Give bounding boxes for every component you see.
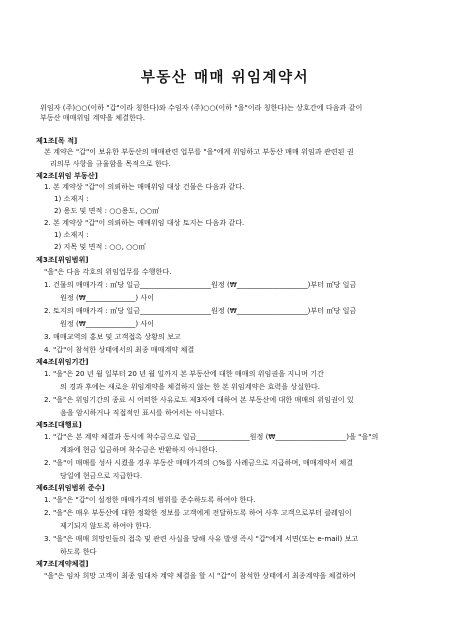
text-line: 계좌에 현금 입금하며 착수금은 반환하지 아니한다. — [60, 445, 218, 454]
text-line: 하도록 한다 — [60, 547, 97, 556]
text-line: 2. 토지의 매매가격 : ㎡당 일금____________________원정 (₩____________________)부터 ㎡당 일금 — [44, 306, 357, 315]
text-line: 2. "을"이 매매를 성사 시켰을 경우 부동산 매매가격의 ○%를 사례금으로 지급하며, 매매계약서 체결 — [44, 458, 354, 467]
text-line: 1. "갑"은 본 계약 체결과 동시에 착수금으로 일금_______________원정 (₩____________________)을 "을"의 — [44, 432, 379, 441]
section-heading: 제4조[위임기간] — [36, 357, 89, 366]
text-line: 3. 매매교역의 홍보 및 고객접촉 상황의 보고 — [44, 332, 181, 341]
text-line: 2. "을"은 매우 부동산에 대한 정확한 정보를 고객에게 전달하도록 하여 사후 고객으로부터 클레임이 — [44, 508, 352, 517]
text-line: "을"은 다음 각호의 위임업무를 수행한다. — [44, 267, 172, 276]
text-line: 부동산 매매위임 계약을 체결한다. — [40, 113, 145, 122]
text-line: 2) 용도 및 면적 : ○○용도, ○○㎡ — [54, 206, 160, 215]
text-line: 리의무 사항을 규율함을 목적으로 한다. — [50, 159, 171, 168]
text-line: 1. 본 계약상 "갑"이 의뢰하는 매매위임 대상 건물은 다음과 같다. — [44, 182, 245, 191]
text-line: 음을 암시하거나 직접적인 표시를 하여서는 아니된다. — [60, 408, 225, 417]
section-heading: 제3조[위임범위] — [36, 255, 89, 264]
section-heading: 제6조[위임범위 준수] — [36, 483, 105, 492]
text-line: 1) 소재지 : — [54, 194, 89, 203]
section-heading: 제2조[위임 부동산] — [36, 171, 98, 180]
text-line: 원정 (₩______________) 사이 — [60, 319, 155, 328]
section-heading: 제7조[계약체결] — [36, 559, 89, 568]
text-line: 1) 소재지 : — [54, 230, 89, 239]
text-line: 본 계약은 "갑"이 보유한 부동산의 매매관련 업무를 "을"에게 위임하고 부동산 매매 위임과 관련된 권 — [44, 147, 354, 156]
text-line: 1. "을"은 "갑"이 설정한 매매가격의 범위를 준수하도록 하여야 한다. — [44, 495, 256, 504]
text-line: 1. 건물의 매매가격 : ㎡당 일금____________________원정 (₩____________________)부터 ㎡당 일금 — [44, 280, 357, 289]
text-line: 1. "을"은 20 년 월 일부터 20 년 월 일까지 본 부동산에 대한 매매의 위임권을 지니며 기간 — [44, 369, 324, 378]
text-line: 위임자 (주)○○(이하 "갑"이라 칭한다)와 수임자 (주)○○(이하 "을"이라 칭한다)는 상호간에 다음과 같이 — [40, 103, 363, 112]
text-line: 2) 지목 및 면적 : ○○, ○○㎡ — [54, 242, 146, 251]
text-line: 당일에 현금으로 지급한다. — [60, 471, 143, 480]
text-line: 제기되지 않도록 하여야 한다. — [60, 521, 152, 530]
text-line: 4. "갑"이 참석한 상태에서의 최종 매매계약 체결 — [44, 345, 195, 354]
section-heading: 제5조[대행료] — [36, 420, 82, 429]
text-line: 2. 본 계약상 "갑"이 의뢰하는 매매위임 대상 토지는 다음과 같다. — [44, 218, 245, 227]
text-line: 3. "을"은 매매 희망인들의 접촉 및 관련 사실을 당해 사유 발생 즉시 "갑"에게 서면(또는 e-mail) 보고 — [44, 534, 359, 543]
document-title: 부동산 매매 위임계약서 — [140, 70, 310, 86]
section-heading: 제1조[목 적] — [36, 136, 78, 145]
text-line: 의 경과 후에는 새로운 위임계약을 체결하지 않는 한 본 위임계약은 효력을 상실한다. — [60, 382, 321, 391]
text-line: 원정 (₩______________) 사이 — [60, 293, 155, 302]
text-line: "을"은 임차 희망 고객이 최종 임대차 계약 체결을 할 시 "갑"이 참석한 상태에서 최종계약을 체결하여 — [44, 571, 356, 580]
text-line: 2. "을"은 위임기간의 종료 시 어떠한 사유로도 제3자에 대하여 본 부동산에 대한 매매의 위임권이 있 — [44, 395, 354, 404]
